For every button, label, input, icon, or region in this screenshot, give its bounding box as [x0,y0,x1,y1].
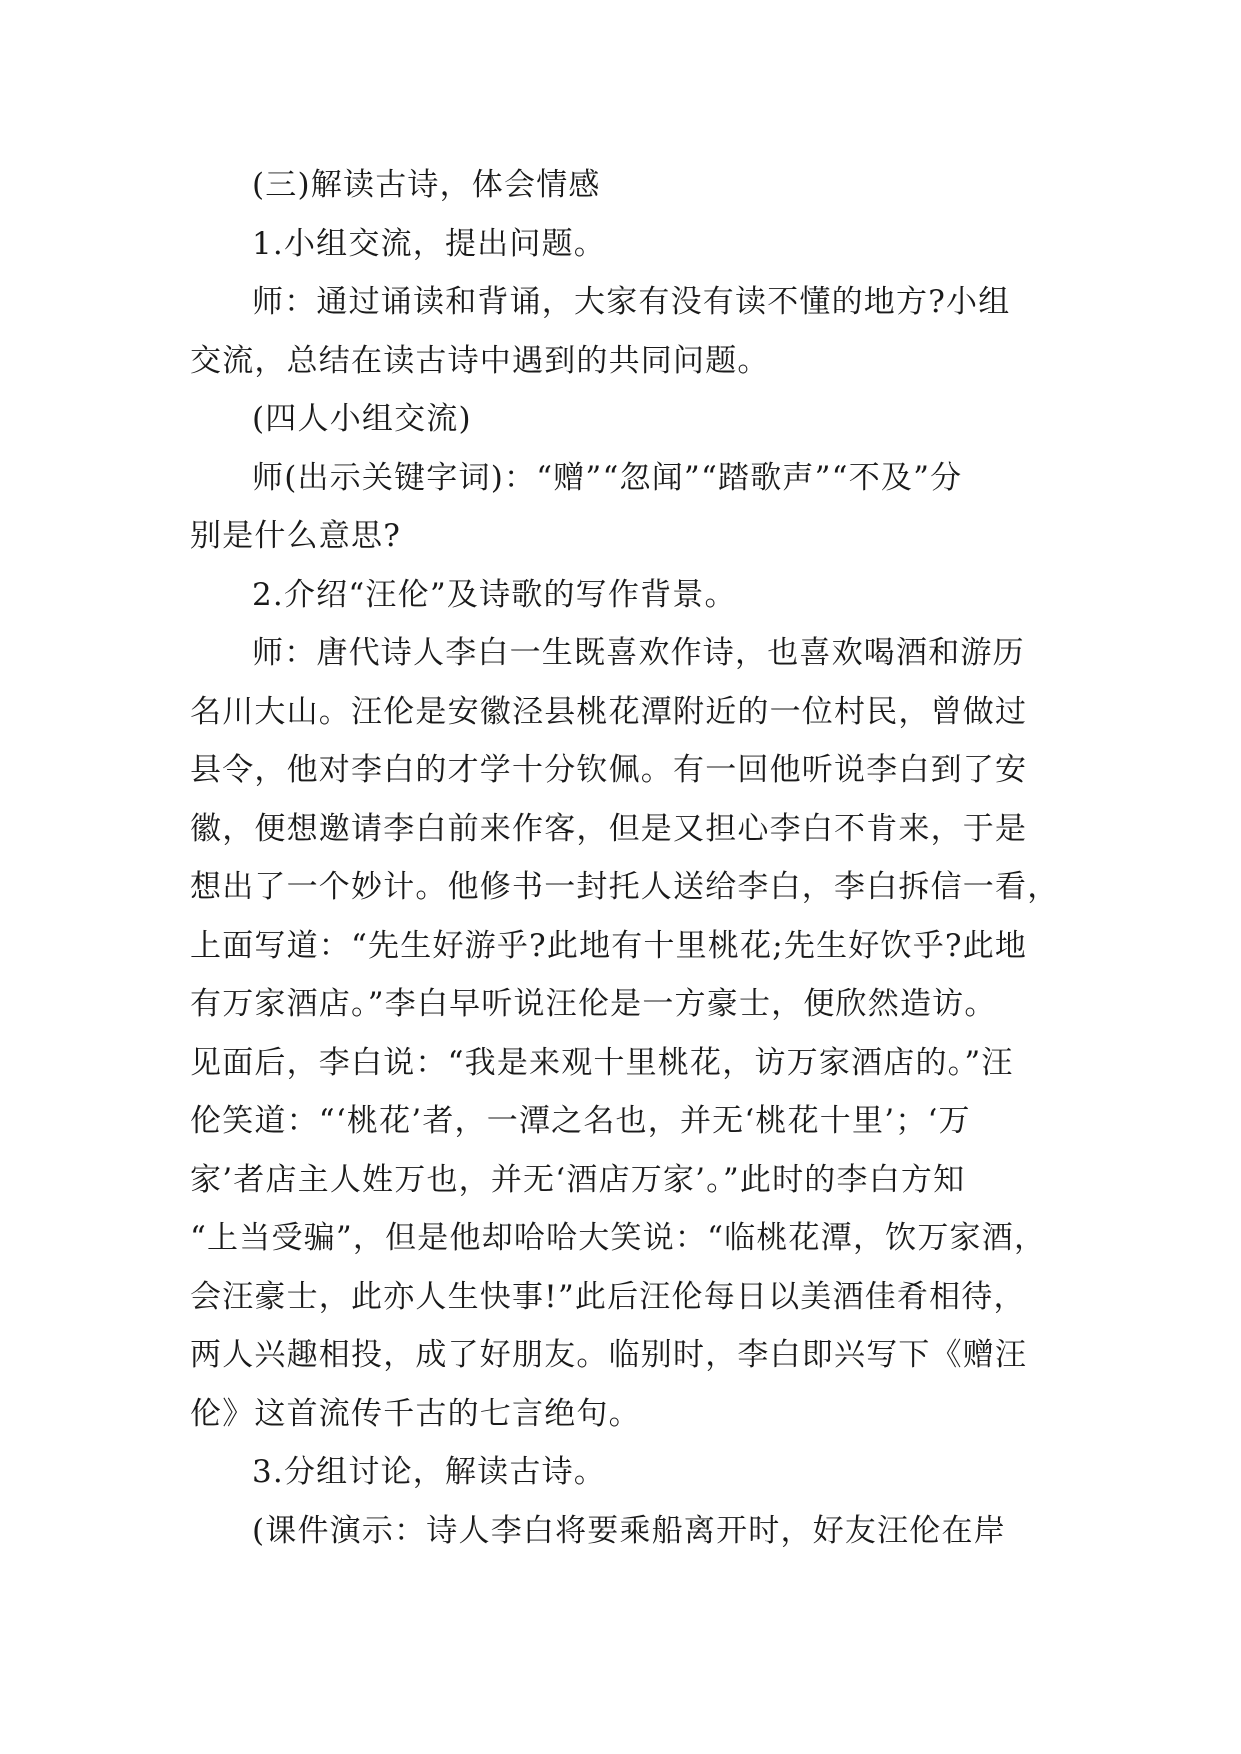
section-heading: (三)解读古诗，体会情感 [252,167,601,203]
step-heading: 3.分组讨论，解读古诗。 [252,1454,606,1490]
paragraph-line: 见面后，李白说：“我是来观十里桃花，访万家酒店的。”汪 [190,1044,1014,1081]
paragraph-line: 徽，便想邀请李白前来作客，但是又担心李白不肯来，于是 [190,810,1028,847]
paragraph-line: 伦》这首流传千古的七言绝句。 [190,1395,641,1432]
paragraph-line: 伦笑道：“‘桃花’者，一潭之名也，并无‘桃花十里’；‘万 [190,1103,971,1139]
step-heading: 1.小组交流，提出问题。 [252,225,606,262]
paragraph-line: (课件演示：诗人李白将要乘船离开时，好友汪伦在岸 [252,1512,1006,1549]
paragraph-line: 两人兴趣相投，成了好朋友。临别时，李白即兴写下《赠汪 [190,1337,1028,1373]
paragraph-line: 交流，总结在读古诗中遇到的共同问题。 [190,342,770,379]
paragraph-line: 师：通过诵读和背诵，大家有没有读不懂的地方?小组 [252,284,1011,320]
paragraph-line: “上当受骗”，但是他却哈哈大笑说：“临桃花潭，饮万家酒， [190,1220,1047,1256]
paragraph-line: 名川大山。汪伦是安徽泾县桃花潭附近的一位村民，曾做过 [190,693,1028,730]
paragraph-line: 县令，他对李白的才学十分钦佩。有一回他听说李白到了安 [190,752,1028,788]
paragraph-line: 上面写道：“先生好游乎?此地有十里桃花;先生好饮乎?此地 [190,927,1028,964]
paragraph-line: 会汪豪士，此亦人生快事!”此后汪伦每日以美酒佳肴相待， [190,1278,1026,1315]
paragraph-line: (四人小组交流) [252,401,472,437]
paragraph-line: 别是什么意思? [190,518,402,554]
paragraph-line: 有万家酒店。”李白早听说汪伦是一方豪士，便欣然造访。 [190,986,997,1022]
document-body [190,156,1060,1560]
paragraph-line: 师：唐代诗人李白一生既喜欢作诗，也喜欢喝酒和游历 [252,635,1025,671]
paragraph-line: 想出了一个妙计。他修书一封托人送给李白，李白拆信一看， [190,869,1060,905]
paragraph-line: 师(出示关键字词)：“赠”“忽闻”“踏歌声”“不及”分 [252,459,963,496]
paragraph-line: 家’者店主人姓万也，并无‘酒店万家’。”此时的李白方知 [190,1161,966,1198]
step-heading: 2.介绍“汪伦”及诗歌的写作背景。 [252,576,737,613]
